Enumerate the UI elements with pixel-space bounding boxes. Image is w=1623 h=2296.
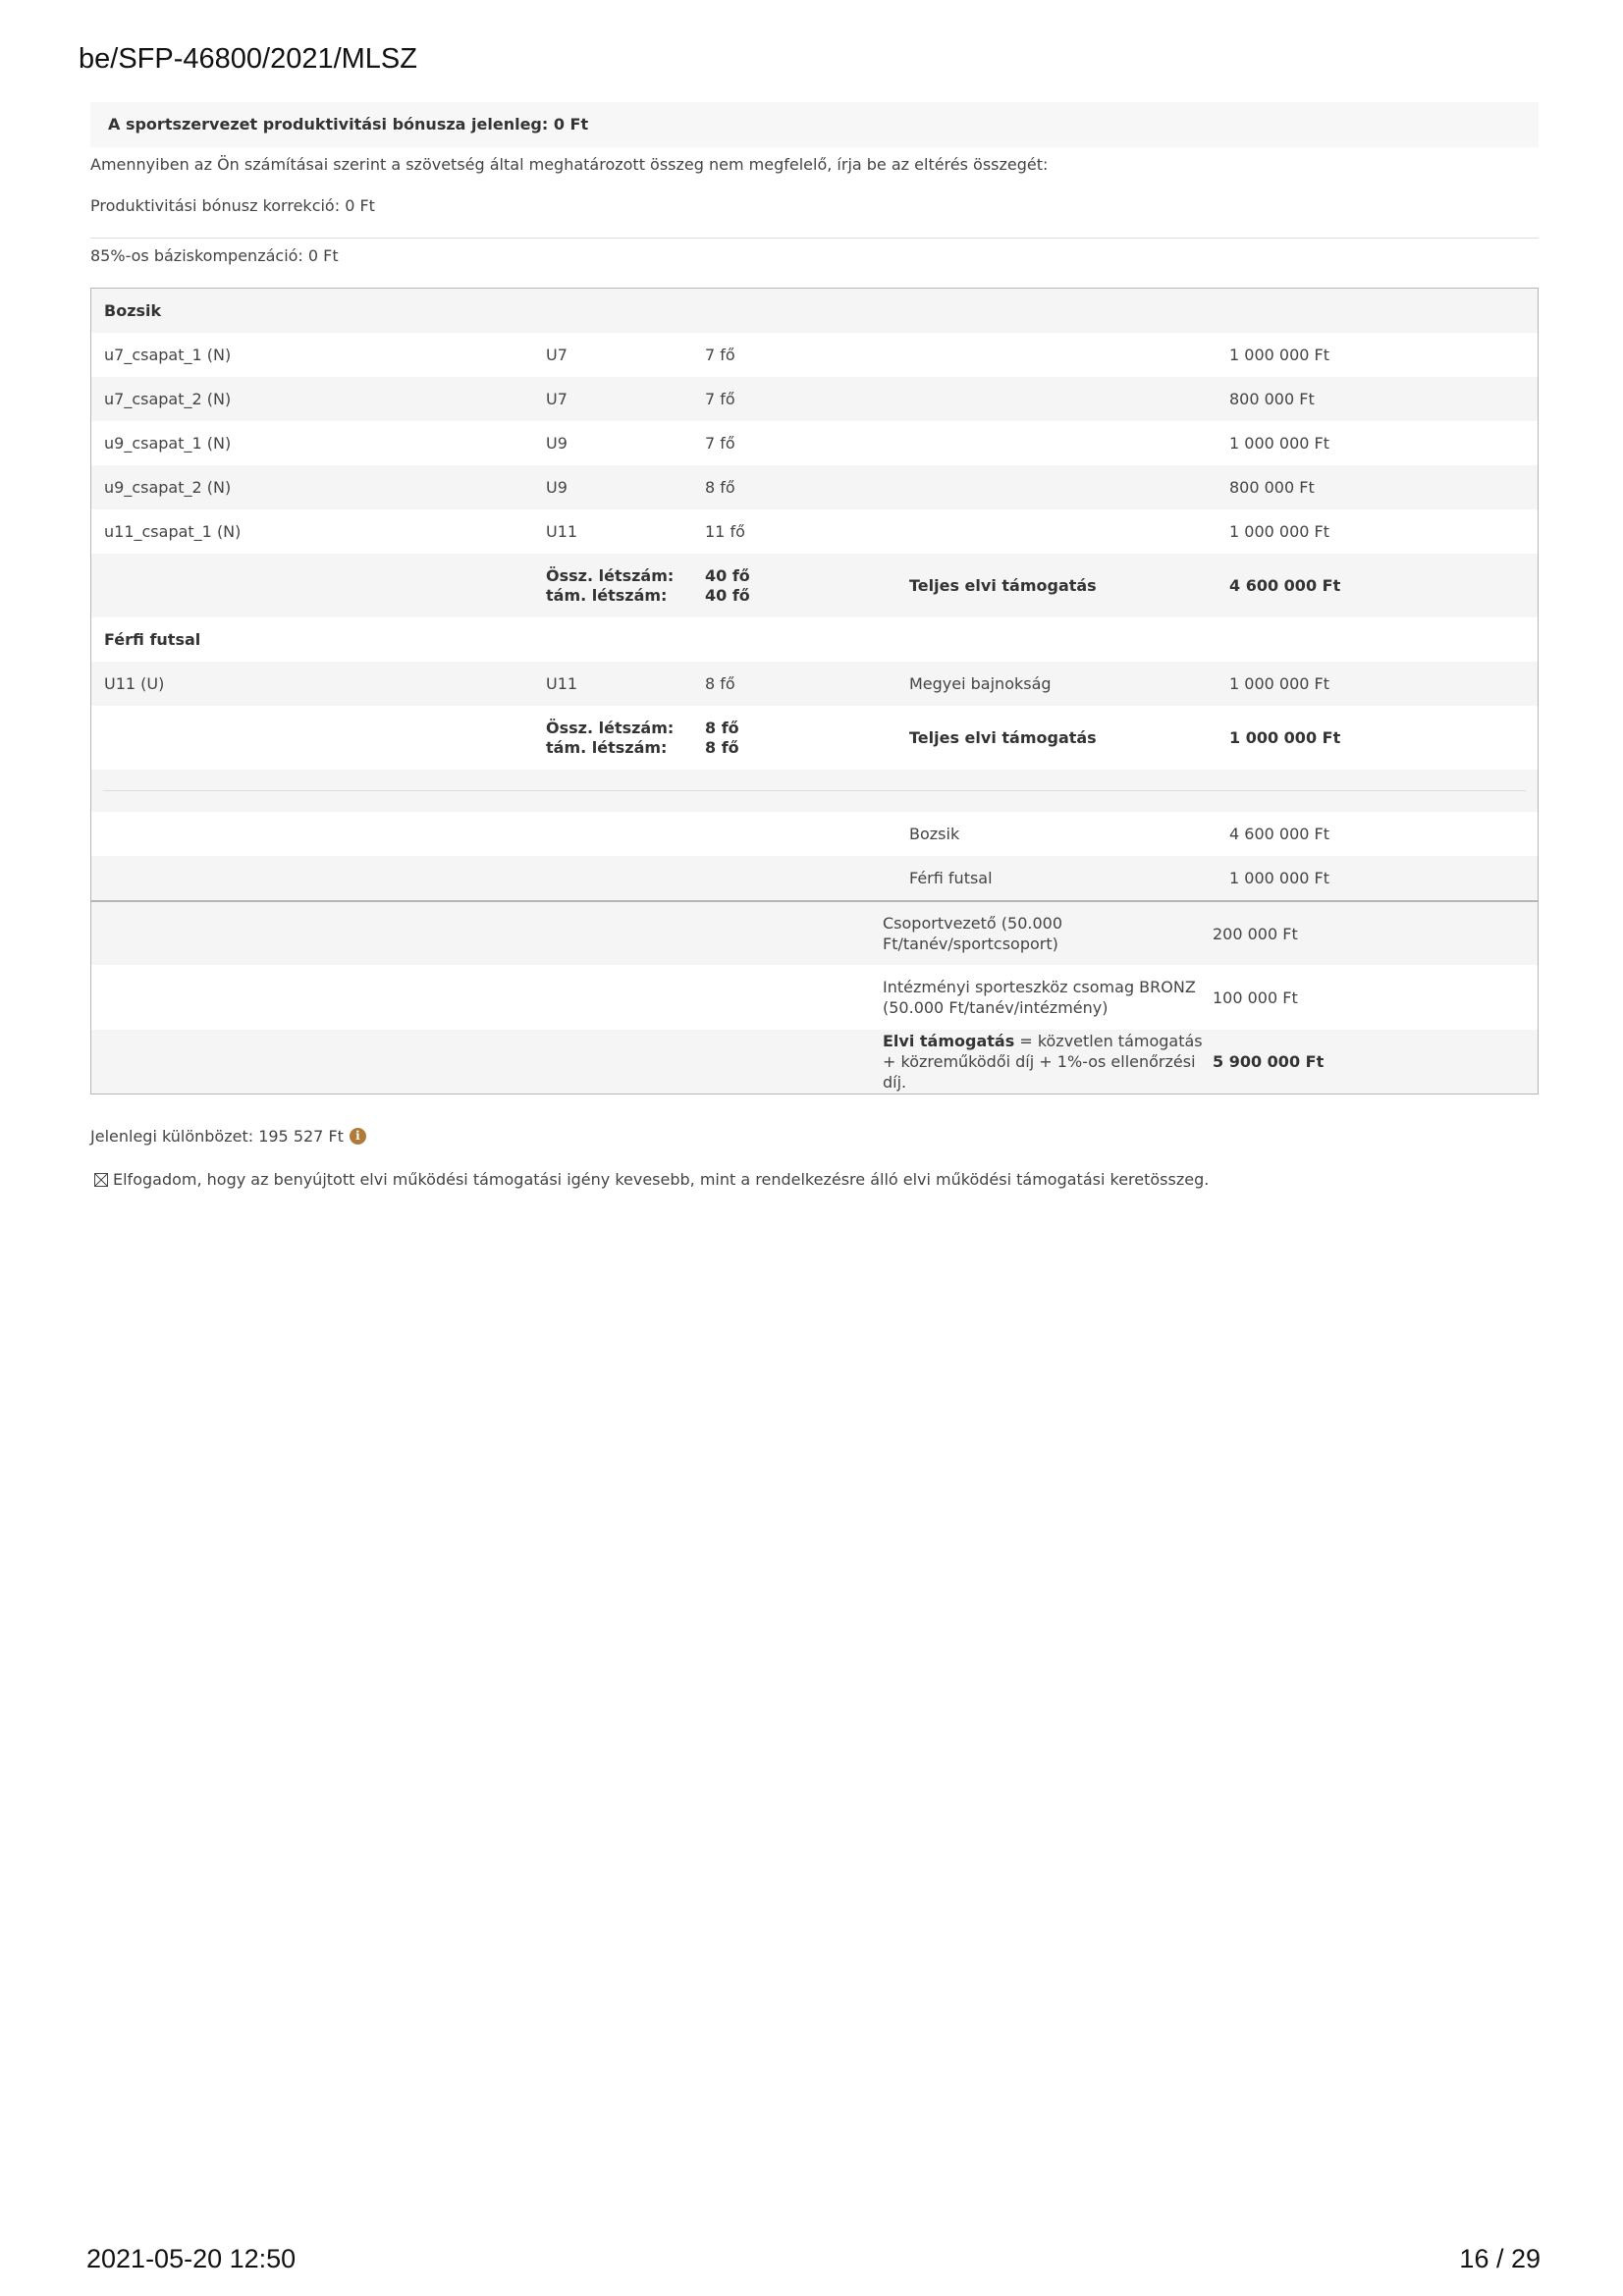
team-amount: 1 000 000 Ft xyxy=(1229,674,1329,693)
team-count: 8 fő xyxy=(705,478,735,497)
base-compensation: 85%-os báziskompenzáció: 0 Ft xyxy=(90,246,339,265)
footer-datetime: 2021-05-20 12:50 xyxy=(86,2244,297,2273)
current-difference-text: Jelenlegi különbözet: 195 527 Ft xyxy=(90,1127,344,1146)
count-labels xyxy=(546,566,705,606)
section-total-row xyxy=(91,812,1538,856)
footer-page-number: 16 / 29 xyxy=(1459,2244,1541,2273)
table-row xyxy=(91,377,1538,421)
count-labels xyxy=(546,719,705,758)
section-total-amount: 4 600 000 Ft xyxy=(1229,825,1329,843)
bonus-heading: A sportszervezet produktivitási bónusza jelenleg: 0 Ft xyxy=(90,102,1539,147)
support-amount: 1 000 000 Ft xyxy=(1229,728,1341,747)
team-name: u7_csapat_2 (N) xyxy=(104,390,232,408)
team-name: u7_csapat_1 (N) xyxy=(104,346,232,364)
equipment-label: Intézményi sporteszköz csomag BRONZ (50.000 Ft/tanév/intézmény) xyxy=(883,978,1196,1017)
team-age: U9 xyxy=(546,434,568,453)
section-total-row xyxy=(91,856,1538,900)
team-count: 11 fő xyxy=(705,522,745,541)
divider xyxy=(103,790,1526,791)
principle-label xyxy=(883,1031,1213,1093)
support-label: Teljes elvi támogatás xyxy=(909,576,1097,595)
principle-row xyxy=(91,1030,1538,1094)
support-amount: 4 600 000 Ft xyxy=(1229,576,1341,595)
team-name: u9_csapat_1 (N) xyxy=(104,434,232,453)
current-difference xyxy=(90,1127,366,1146)
table-row xyxy=(91,333,1538,377)
section-total-amount: 1 000 000 Ft xyxy=(1229,869,1329,887)
team-age: U7 xyxy=(546,390,568,408)
team-count: 7 fő xyxy=(705,434,735,453)
section-title: Bozsik xyxy=(104,301,162,320)
supported-count-value: 8 fő xyxy=(705,737,739,757)
team-amount: 1 000 000 Ft xyxy=(1229,346,1329,364)
accept-text: Elfogadom, hogy az benyújtott elvi működési támogatási igény kevesebb, mint a rendelkezésre álló elvi működési támogatási keretösszeg. xyxy=(113,1170,1210,1189)
team-name: u9_csapat_2 (N) xyxy=(104,478,232,497)
team-name: U11 (U) xyxy=(104,674,165,693)
total-count-value: 8 fő xyxy=(705,718,739,737)
section-summary-row xyxy=(91,706,1538,770)
separator-row xyxy=(91,770,1538,812)
bonus-correction: Produktivitási bónusz korrekció: 0 Ft xyxy=(90,196,375,215)
table-row xyxy=(91,662,1538,706)
table-row xyxy=(91,421,1538,465)
checked-box-icon[interactable] xyxy=(94,1173,108,1187)
equipment-amount: 100 000 Ft xyxy=(1213,988,1298,1007)
table-row xyxy=(91,509,1538,554)
principle-label-bold: Elvi támogatás xyxy=(883,1032,1015,1050)
principle-amount: 5 900 000 Ft xyxy=(1213,1052,1325,1071)
support-label: Teljes elvi támogatás xyxy=(909,728,1097,747)
section-title: Férfi futsal xyxy=(104,630,201,649)
section-total-label: Bozsik xyxy=(909,825,960,843)
count-values xyxy=(705,719,909,758)
section-summary-row xyxy=(91,554,1538,617)
group-leader-row xyxy=(91,902,1538,965)
total-count-label: Össz. létszám: xyxy=(546,718,675,737)
table-row xyxy=(91,465,1538,509)
divider xyxy=(90,238,1539,239)
group-leader-amount: 200 000 Ft xyxy=(1213,924,1298,943)
team-amount: 1 000 000 Ft xyxy=(1229,522,1329,541)
main-content xyxy=(90,102,1539,1095)
principle-label-rest: = közvetlen támogatás + közreműködői díj + 1%-os ellenőrzési díj. xyxy=(883,1032,1203,1092)
supported-count-value: 40 fő xyxy=(705,585,750,605)
team-count: 8 fő xyxy=(705,674,735,693)
count-values xyxy=(705,566,909,606)
equipment-row xyxy=(91,965,1538,1030)
document-id: be/SFP-46800/2021/MLSZ xyxy=(79,43,417,75)
team-age: U9 xyxy=(546,478,568,497)
team-age: U11 xyxy=(546,522,578,541)
section-header xyxy=(91,289,1538,333)
section-header xyxy=(91,617,1538,662)
team-amount: 800 000 Ft xyxy=(1229,478,1315,497)
total-count-value: 40 fő xyxy=(705,565,750,585)
supported-count-label: tám. létszám: xyxy=(546,585,668,605)
instruction-text: Amennyiben az Ön számításai szerint a szövetség által meghatározott összeg nem megfelelő, írja be az eltérés összegét: xyxy=(90,155,1049,174)
team-amount: 800 000 Ft xyxy=(1229,390,1315,408)
extras-block xyxy=(91,900,1538,1094)
section-total-label: Férfi futsal xyxy=(909,869,993,887)
team-league: Megyei bajnokság xyxy=(909,674,1052,693)
total-count-label: Össz. létszám: xyxy=(546,565,675,585)
team-count: 7 fő xyxy=(705,346,735,364)
team-count: 7 fő xyxy=(705,390,735,408)
team-name: u11_csapat_1 (N) xyxy=(104,522,242,541)
supported-count-label: tám. létszám: xyxy=(546,737,668,757)
info-icon[interactable]: i xyxy=(350,1128,366,1145)
support-table xyxy=(90,288,1539,1095)
team-age: U7 xyxy=(546,346,568,364)
team-age: U11 xyxy=(546,674,578,693)
group-leader-label: Csoportvezető (50.000 Ft/tanév/sportcsoport) xyxy=(883,914,1063,953)
accept-statement xyxy=(94,1170,1209,1189)
team-amount: 1 000 000 Ft xyxy=(1229,434,1329,453)
